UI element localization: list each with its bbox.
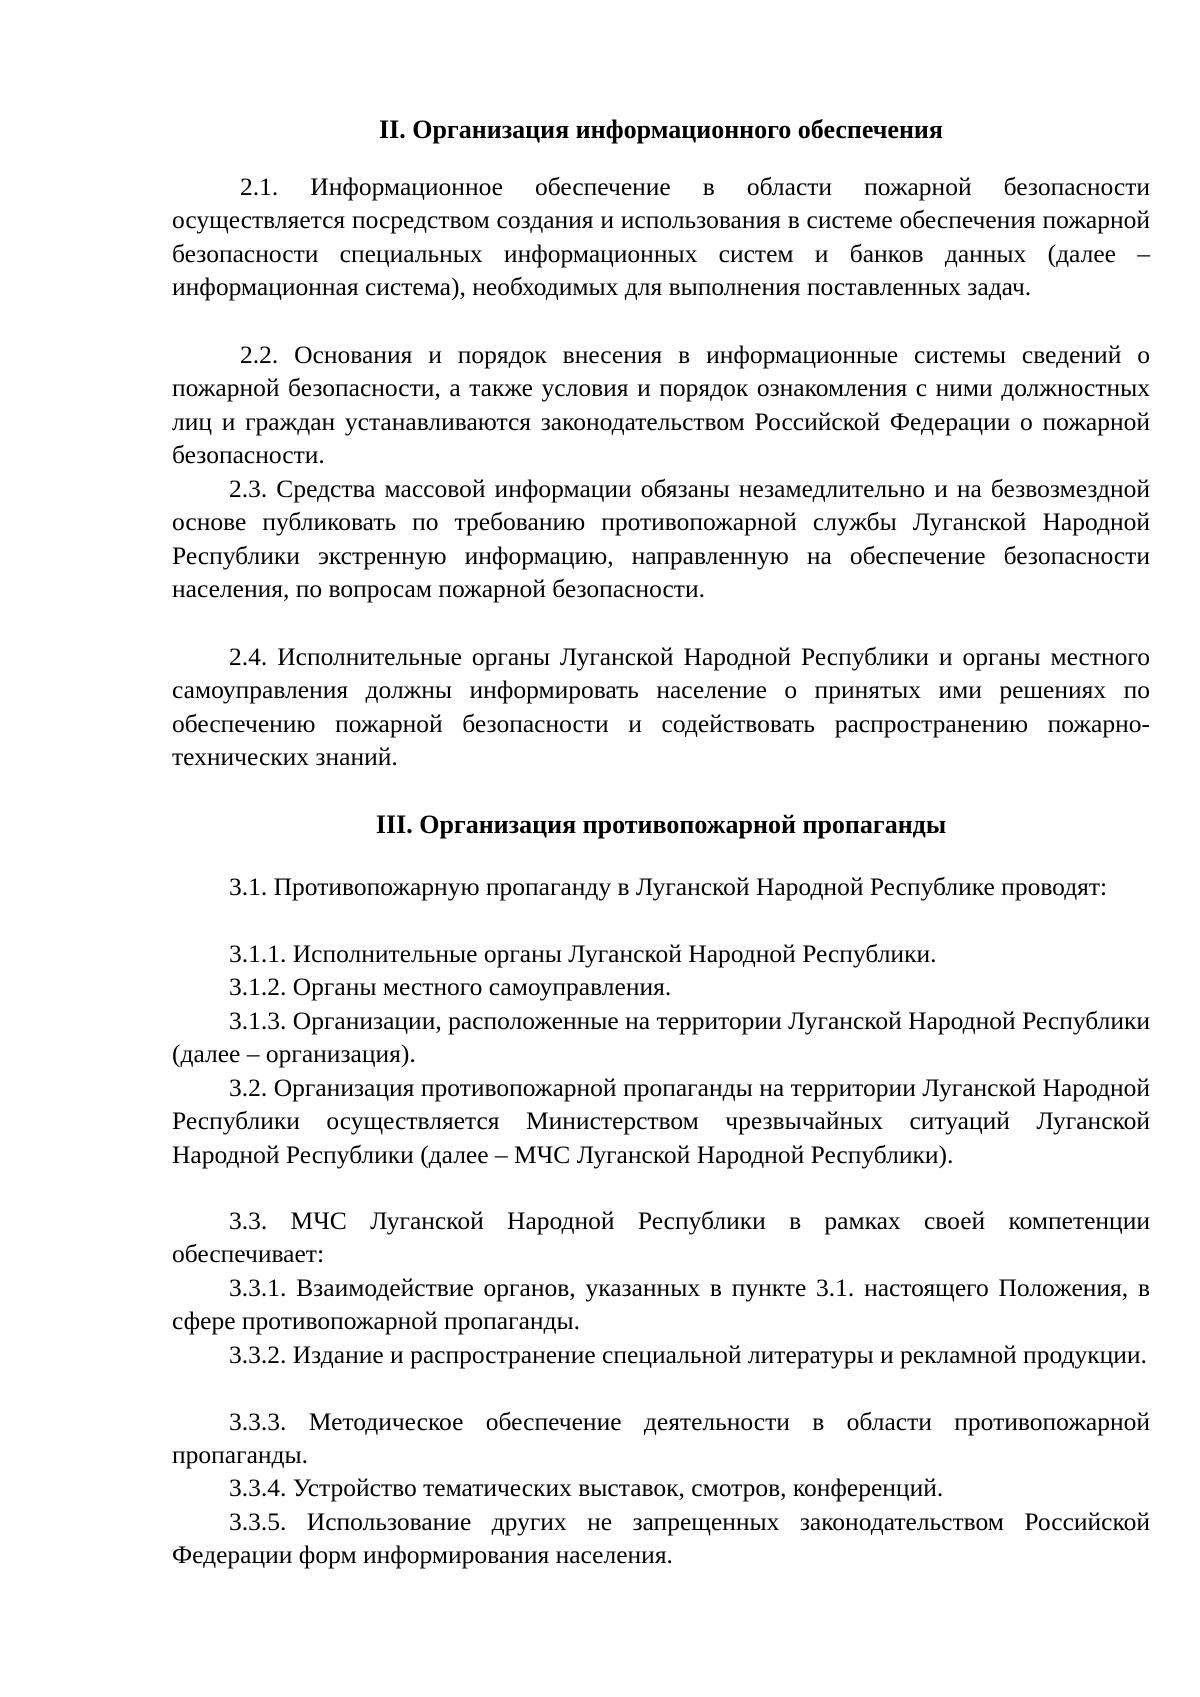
paragraph-3-1-1: 3.1.1. Исполнительные органы Луганской Народной Республики.: [229, 939, 937, 968]
paragraph-3-3-1: 3.3.1. Взаимодействие органов, указанных в пункте 3.1. настоящего Положения, в сфере противопожарной пропаганды.: [172, 1273, 1150, 1336]
section-2-heading: II. Организация информационного обеспечения: [379, 115, 943, 144]
paragraph-3-1: 3.1. Противопожарную пропаганду в Луганской Народной Республике проводят:: [229, 872, 1108, 901]
paragraph-3-1-3: 3.1.3. Организации, расположенные на территории Луганской Народной Республики (далее – организация).: [172, 1006, 1150, 1069]
paragraph-3-1-2: 3.1.2. Органы местного самоуправления.: [229, 972, 672, 1001]
paragraph-2-4: 2.4. Исполнительные органы Луганской Народной Республики и органы местного самоуправления должны информировать население о принятых ими решениях по обеспечению пожарной безопасности и содействовать распространению пожарно-технических знаний.: [172, 642, 1150, 772]
paragraph-2-1: 2.1. Информационное обеспечение в области пожарной безопасности осуществляется посредством создания и использования в системе обеспечения пожарной безопасности специальных информационных систем и банков данных (далее – информационная система), необходимых для выполнения поставленных задач.: [172, 172, 1150, 302]
paragraph-3-3-3: 3.3.3. Методическое обеспечение деятельности в области противопожарной пропаганды.: [172, 1407, 1150, 1470]
paragraph-3-3: 3.3. МЧС Луганской Народной Республики в рамках своей компетенции обеспечивает:: [172, 1206, 1150, 1269]
paragraph-3-3-4: 3.3.4. Устройство тематических выставок, смотров, конференций.: [229, 1473, 944, 1502]
paragraph-3-2: 3.2. Организация противопожарной пропаганды на территории Луганской Народной Республики осуществляется Министерством чрезвычайных ситуаций Луганской Народной Республики (далее – МЧС Луганской Народной Республики).: [172, 1073, 1150, 1169]
paragraph-3-3-2: 3.3.2. Издание и распространение специальной литературы и рекламной продукции.: [229, 1340, 1147, 1369]
paragraph-2-3: 2.3. Средства массовой информации обязаны незамедлительно и на безвозмездной основе публиковать по требованию противопожарной службы Луганской Народной Республики экстренную информацию, направленную на обеспечение безопасности населения, по вопросам пожарной безопасности.: [172, 474, 1150, 604]
paragraph-3-3-5: 3.3.5. Использование других не запрещенных законодательством Российской Федерации форм информирования населения.: [172, 1507, 1150, 1570]
section-3-heading: III. Организация противопожарной пропаганды: [375, 810, 947, 839]
paragraph-2-2: 2.2. Основания и порядок внесения в информационные системы сведений о пожарной безопасности, а также условия и порядок ознакомления с ними должностных лиц и граждан устанавливаются законодательством Российской Федерации о пожарной безопасности.: [172, 340, 1150, 470]
